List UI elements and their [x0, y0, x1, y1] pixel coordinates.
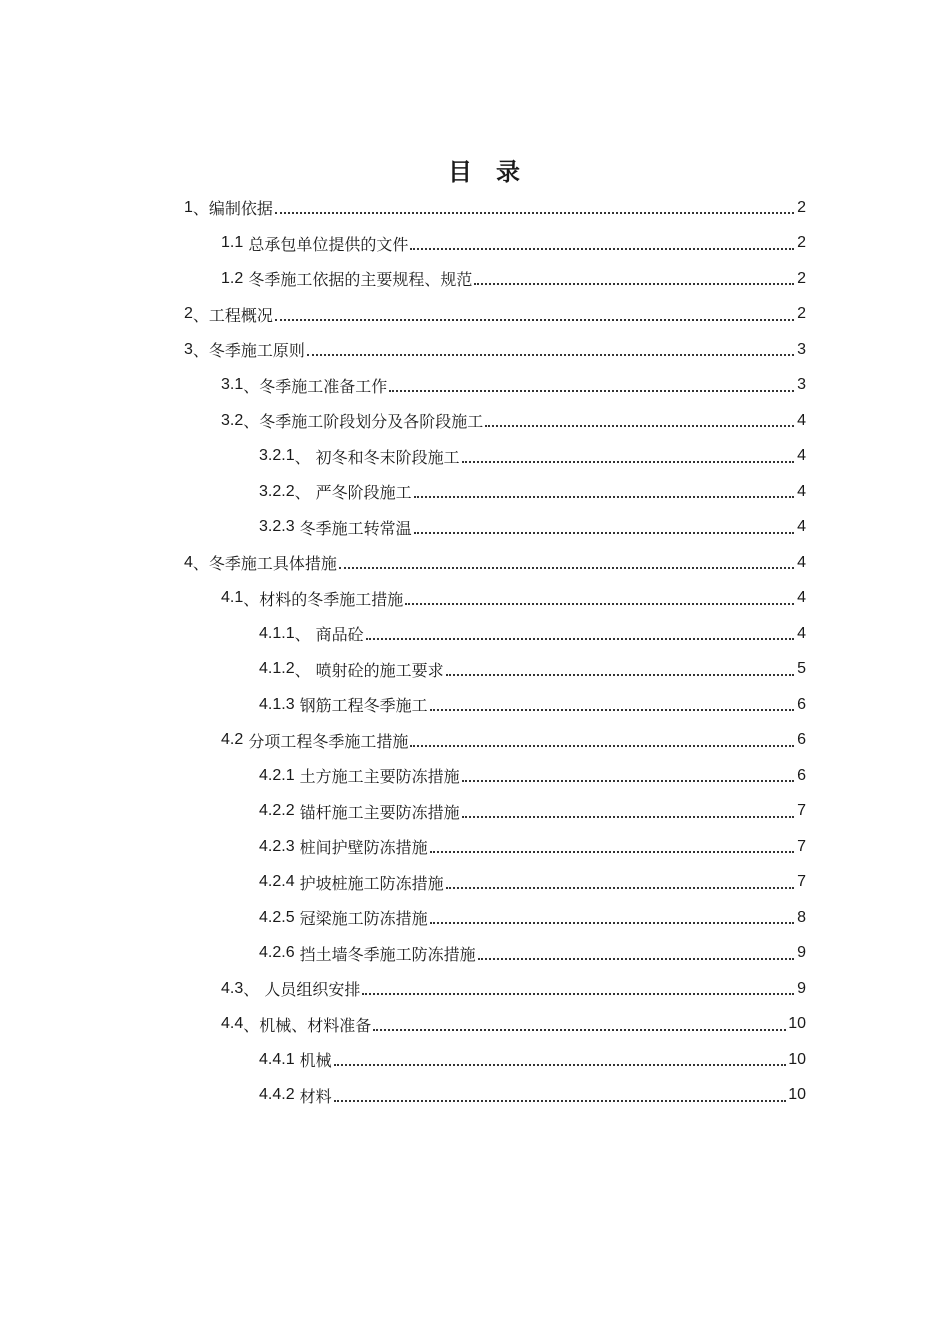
toc-entry-label: 、 严冬阶段施工: [294, 483, 412, 503]
toc-entry-page-number: 6: [797, 695, 806, 713]
toc-entry-page-number: 7: [797, 873, 806, 891]
toc-entry-label: 冬季施工转常温: [294, 518, 412, 538]
toc-entry-number: 4.2: [221, 731, 244, 749]
toc-entry[interactable]: [259, 1078, 806, 1114]
toc-dot-leader: [410, 744, 794, 747]
toc-entry-page-number: 2: [797, 198, 806, 216]
toc-entry-page-number: 3: [797, 340, 806, 358]
toc-dot-leader: [307, 353, 794, 356]
toc-entry-page-number: 2: [797, 234, 806, 252]
toc-entry-page-number: 10: [788, 1015, 806, 1033]
toc-entry-page-number: 10: [788, 1086, 806, 1104]
toc-entry-page-number: 7: [797, 837, 806, 855]
toc-dot-leader: [478, 957, 794, 960]
toc-dot-leader: [462, 815, 794, 818]
toc-entry-number: 4.1.1: [259, 624, 295, 642]
toc-entry-number: 4.1.3: [259, 695, 295, 713]
toc-entry[interactable]: [221, 261, 806, 297]
toc-entry-page-number: 4: [797, 411, 806, 429]
toc-entry-label: 、冬季施工原则: [192, 341, 305, 361]
toc-entry-label: 桩间护壁防冻措施: [294, 838, 428, 858]
toc-entry[interactable]: [221, 971, 806, 1007]
toc-entry-number: 4.1: [221, 589, 244, 607]
toc-entry-page-number: 3: [797, 376, 806, 394]
toc-entry-number: 3.2.2: [259, 482, 295, 500]
toc-entry[interactable]: [259, 616, 806, 652]
toc-entry-number: 4.4.1: [259, 1050, 295, 1068]
toc-entry[interactable]: [259, 474, 806, 510]
toc-entry[interactable]: [259, 865, 806, 901]
toc-dot-leader: [430, 708, 794, 711]
toc-entry-label: 、 喷射砼的施工要求: [294, 660, 444, 680]
toc-dot-leader: [366, 637, 794, 640]
toc-entry[interactable]: [184, 545, 806, 581]
toc-dot-leader: [373, 1028, 786, 1031]
toc-entry[interactable]: [221, 1007, 806, 1043]
toc-dot-leader: [414, 495, 794, 498]
toc-entry[interactable]: [259, 510, 806, 546]
toc-dot-leader: [446, 886, 794, 889]
toc-entry-label: 、 初冬和冬末阶段施工: [294, 447, 460, 467]
toc-dot-leader: [474, 282, 794, 285]
toc-entry-page-number: 4: [797, 447, 806, 465]
toc-entry-page-number: 10: [788, 1050, 806, 1068]
toc-entry-page-number: 2: [797, 269, 806, 287]
toc-dot-leader: [275, 318, 794, 321]
toc-dot-leader: [410, 247, 794, 250]
toc-entry-number: 4.1.2: [259, 660, 295, 678]
toc-entry-label: 、材料的冬季施工措施: [243, 589, 404, 609]
toc-list: [0, 190, 950, 1113]
toc-entry[interactable]: [259, 829, 806, 865]
toc-entry[interactable]: [259, 758, 806, 794]
toc-entry-number: 4.2.6: [259, 944, 295, 962]
toc-entry-label: 、机械、材料准备: [243, 1015, 372, 1035]
toc-entry-number: 1.1: [221, 234, 244, 252]
toc-dot-leader: [446, 673, 794, 676]
toc-entry[interactable]: [221, 723, 806, 759]
toc-entry-label: 机械: [294, 1051, 332, 1071]
toc-entry-number: 3.2: [221, 411, 244, 429]
toc-dot-leader: [430, 850, 794, 853]
toc-entry-label: 、 人员组织安排: [243, 980, 361, 1000]
toc-dot-leader: [334, 1099, 787, 1102]
toc-entry-number: 4.2.2: [259, 802, 295, 820]
toc-entry-label: 材料: [294, 1086, 332, 1106]
toc-entry-page-number: 4: [797, 553, 806, 571]
toc-entry-label: 、冬季施工具体措施: [192, 554, 337, 574]
toc-entry-page-number: 5: [797, 660, 806, 678]
toc-entry-number: 4: [184, 553, 193, 571]
toc-entry-number: 1: [184, 198, 193, 216]
toc-entry[interactable]: [259, 1042, 806, 1078]
toc-entry-number: 3.2.1: [259, 447, 295, 465]
toc-dot-leader: [362, 992, 794, 995]
toc-entry-number: 3.2.3: [259, 518, 295, 536]
toc-entry[interactable]: [259, 687, 806, 723]
toc-entry[interactable]: [259, 936, 806, 972]
toc-entry[interactable]: [259, 900, 806, 936]
toc-entry-page-number: 4: [797, 589, 806, 607]
toc-entry-page-number: 9: [797, 979, 806, 997]
toc-dot-leader: [389, 389, 794, 392]
toc-entry-number: 4.4.2: [259, 1086, 295, 1104]
toc-entry-page-number: 6: [797, 731, 806, 749]
toc-entry-label: 挡土墙冬季施工防冻措施: [294, 944, 476, 964]
toc-entry-label: 护坡桩施工防冻措施: [294, 873, 444, 893]
toc-entry[interactable]: [221, 368, 806, 404]
toc-entry[interactable]: [259, 794, 806, 830]
toc-entry[interactable]: [221, 581, 806, 617]
toc-dot-leader: [405, 602, 794, 605]
toc-entry-page-number: 8: [797, 908, 806, 926]
toc-entry-number: 2: [184, 305, 193, 323]
toc-entry[interactable]: [259, 439, 806, 475]
toc-dot-leader: [462, 460, 794, 463]
toc-entry[interactable]: [184, 332, 806, 368]
toc-dot-leader: [414, 531, 794, 534]
toc-entry[interactable]: [221, 226, 806, 262]
toc-entry[interactable]: [259, 652, 806, 688]
toc-entry-label: 、工程概况: [192, 305, 273, 325]
toc-entry-page-number: 7: [797, 802, 806, 820]
toc-entry-number: 4.4: [221, 1015, 244, 1033]
toc-entry-label: 、冬季施工准备工作: [243, 376, 388, 396]
toc-entry-label: 、冬季施工阶段划分及各阶段施工: [243, 412, 484, 432]
toc-entry-label: 土方施工主要防冻措施: [294, 767, 460, 787]
toc-entry[interactable]: [221, 403, 806, 439]
toc-dot-leader: [462, 779, 794, 782]
toc-dot-leader: [334, 1063, 787, 1066]
toc-entry-label: 冠梁施工防冻措施: [294, 909, 428, 929]
toc-entry-label: 总承包单位提供的文件: [243, 234, 409, 254]
toc-dot-leader: [485, 424, 794, 427]
toc-entry-label: 冬季施工依据的主要规程、规范: [243, 270, 473, 290]
toc-entry-number: 4.2.4: [259, 873, 295, 891]
toc-entry-number: 4.2.3: [259, 837, 295, 855]
toc-entry-label: 、编制依据: [192, 199, 273, 219]
toc-entry-page-number: 4: [797, 624, 806, 642]
toc-dot-leader: [275, 211, 794, 214]
toc-entry-number: 3: [184, 340, 193, 358]
toc-entry-number: 4.3: [221, 979, 244, 997]
toc-entry-number: 4.2.5: [259, 908, 295, 926]
toc-entry-label: 、 商品砼: [294, 625, 364, 645]
toc-entry-page-number: 2: [797, 305, 806, 323]
toc-entry-number: 4.2.1: [259, 766, 295, 784]
toc-dot-leader: [339, 566, 794, 569]
toc-dot-leader: [430, 921, 794, 924]
toc-entry-label: 钢筋工程冬季施工: [294, 696, 428, 716]
toc-title: 目录: [448, 158, 544, 186]
toc-entry-page-number: 6: [797, 766, 806, 784]
toc-entry-page-number: 9: [797, 944, 806, 962]
toc-entry-page-number: 4: [797, 518, 806, 536]
toc-entry[interactable]: [184, 297, 806, 333]
toc-entry-number: 1.2: [221, 269, 244, 287]
toc-entry-label: 锚杆施工主要防冻措施: [294, 802, 460, 822]
toc-entry-label: 分项工程冬季施工措施: [243, 731, 409, 751]
toc-entry[interactable]: [184, 190, 806, 226]
toc-entry-page-number: 4: [797, 482, 806, 500]
toc-entry-number: 3.1: [221, 376, 244, 394]
